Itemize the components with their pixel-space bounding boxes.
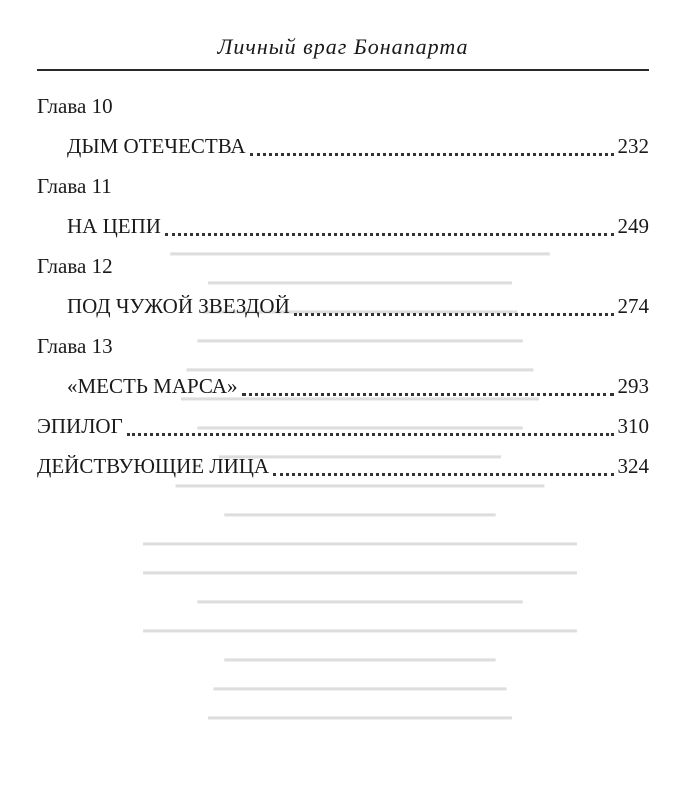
toc-page-number: 293 [617, 373, 649, 398]
toc-entry-title: «МЕСТЬ МАРСА» [67, 373, 238, 398]
toc-entry[interactable] [37, 366, 649, 406]
toc-entry[interactable] [37, 126, 649, 166]
dot-leader [242, 392, 614, 396]
toc-entry[interactable] [37, 406, 649, 446]
toc-entry-title: ДЕЙСТВУЮЩИЕ ЛИЦА [37, 453, 270, 478]
toc-page-number: 249 [617, 213, 649, 238]
header-rule [37, 69, 649, 71]
chapter-number: Глава 13 [37, 333, 113, 358]
toc-entry[interactable] [37, 286, 649, 326]
toc-entry[interactable] [37, 446, 649, 486]
toc-entry-title: НА ЦЕПИ [67, 213, 161, 238]
chapter-number: Глава 12 [37, 253, 113, 278]
toc-chapter-label [37, 86, 649, 126]
running-head: Личный враг Бонапарта [217, 34, 469, 59]
toc-page-number: 274 [617, 293, 649, 318]
dot-leader [165, 232, 614, 236]
chapter-number: Глава 11 [37, 173, 112, 198]
dot-leader [294, 312, 614, 316]
toc-chapter-label [37, 246, 649, 286]
dot-leader [127, 432, 614, 436]
toc-page-number: 232 [617, 133, 649, 158]
dot-leader [273, 472, 613, 476]
toc-chapter-label [37, 326, 649, 366]
toc-entry[interactable] [37, 206, 649, 246]
chapter-number: Глава 10 [37, 93, 113, 118]
toc-entry-title: ЭПИЛОГ [37, 413, 123, 438]
bleed-through-text: ━━━━━━━━━━━━━━━━━━━━━━━━━━━━━━━━━━━ ━━━━━━━━━━━━━━━━━━━━━━━━━━━━ ━━━━━━━━━━━━━━━━━━━━━━━━━━━━━ ━━━━━━━━━━━━━━━━━━━━━━━━━━━━━━ ━━━━━━━━━━━━━━━━━━━━━━━━━━━━━━━━ ━━━━━━━━━━━━━━━━━━━━━━━━━━━━━━━━━ ━━━━━━━━━━━━━━━━━━━━━━━━━━━━━━ ━━━━━━━━━━━━━━━━━━━━━━━━━━ ━━━━━━━━━━━━━━━━━━━━━━━━━━━━━━━━━━ ━━━━━━━━━━━━━━━━━━━━━━━━━ ━━━━━━━━━━━━━━━━━━━━━━━━━━━━━━━━━━━━━━━━ ━━━━━━━━━━━━━━━━━━━━━━━━━━━━━━━━━━━━━━━━ ━━━━━━━━━━━━━━━━━━━━━━━━━━━━━━ ━━━━━━━━━━━━━━━━━━━━━━━━━━━━━━━━━━━━━━━━ ━━━━━━━━━━━━━━━━━━━━━━━━━ ━━━━━━━━━━━━━━━━━━━━━━━━━━━ ━━━━━━━━━━━━━━━━━━━━━━━━━━━━ [143, 244, 577, 728]
dot-leader [250, 152, 614, 156]
toc-chapter-label [37, 166, 649, 206]
toc-entry-title: ПОД ЧУЖОЙ ЗВЕЗДОЙ [67, 293, 290, 318]
toc-entry-title: ДЫМ ОТЕЧЕСТВА [67, 133, 246, 158]
toc-page-number: 310 [617, 413, 649, 438]
table-of-contents [37, 86, 649, 486]
toc-page-number: 324 [617, 453, 649, 478]
